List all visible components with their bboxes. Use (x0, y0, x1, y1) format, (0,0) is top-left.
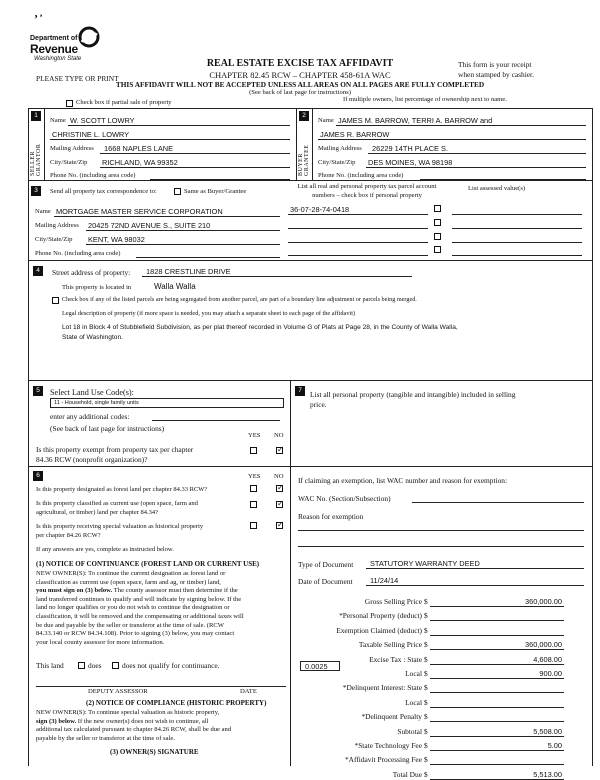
if-yes-instruction: If any answers are yes, complete as instructed below. (36, 546, 174, 553)
calc-row-dollar-sign: $ (424, 741, 428, 750)
continuance-title: (1) NOTICE OF CONTINUANCE (FOREST LAND OR CURRENT USE) (36, 560, 260, 568)
calc-row-line (430, 606, 564, 607)
qualifies-checkbox[interactable] (78, 662, 85, 669)
seller-city[interactable]: RICHLAND, WA 99352 (102, 158, 178, 167)
calc-row-label: Total Due (392, 769, 422, 779)
calc-row-label: Subtotal (397, 726, 422, 736)
buyer-name-label: Name (318, 117, 334, 124)
personal-property-label-1: List all personal property (tangible and intangible) included in selling (310, 390, 516, 399)
calc-row-dollar-sign: $ (424, 683, 428, 693)
calc-row-line (430, 620, 564, 621)
local-rate: 0.0025 (305, 662, 328, 671)
current-use-no-checkbox[interactable] (276, 501, 283, 508)
calc-row-dollar-sign: $ (424, 654, 428, 664)
calc-row-value[interactable]: 900.00 (539, 669, 562, 678)
calc-row-line (430, 678, 564, 679)
street-address-label: Street address of property: (52, 268, 131, 277)
calc-row-label: Local (405, 669, 422, 678)
land-use-title: Select Land Use Code(s): (50, 388, 134, 397)
s6-yes-header: YES (248, 473, 261, 480)
calc-row-dollar-sign: $ (424, 669, 428, 678)
logo-line3: Washington State (34, 56, 82, 62)
personal-property-checkbox-1[interactable] (434, 205, 441, 212)
calc-row-value[interactable]: 360,000.00 (525, 597, 562, 606)
receipt-note-2: when stamped by cashier. (458, 70, 534, 79)
partial-sale-label: Check box if partial sale of property (76, 99, 172, 106)
corr-name-label: Name (35, 208, 51, 215)
land-use-code: 11 - Household, single family units (54, 400, 139, 406)
section-6-badge: 6 (33, 471, 43, 481)
exempt-question-1: Is this property exempt from property tax per chapter (36, 445, 194, 454)
section-5-badge: 5 (33, 386, 43, 396)
s5-no-header: NO (274, 432, 284, 439)
corr-phone-label: Phone No. (including area code) (35, 250, 121, 257)
calc-row-line (430, 664, 564, 665)
personal-property-checkbox-4[interactable] (434, 246, 441, 253)
section-3-badge: 3 (31, 186, 41, 196)
parcel-header: List all real and personal property tax parcel account numbers – check box if personal property (297, 183, 437, 199)
calc-row-dollar-sign: $ (424, 697, 428, 707)
legal-description-label: Legal description of property (if more space is needed, you may attach a separate sheet to each page of the affidavit) (62, 310, 356, 317)
located-label: This property is located in (62, 284, 132, 291)
corr-city[interactable]: KENT, WA 98032 (88, 235, 145, 244)
logo-line2: Revenue (30, 42, 78, 56)
this-land-label: This land (36, 661, 64, 670)
exempt-question-2: 84.36 RCW (nonprofit organization)? (36, 455, 148, 464)
wac-label: WAC No. (Section/Subsection) (298, 494, 391, 503)
document-type-label: Type of Document (298, 560, 354, 569)
partial-sale-checkbox[interactable] (66, 100, 73, 107)
forest-no-checkbox[interactable] (276, 485, 283, 492)
additional-codes-label: enter any additional codes: (50, 412, 130, 421)
does-not-label: does not qualify for continuance. (122, 661, 220, 670)
same-as-buyer-label: Same as Buyer/Grantee (184, 188, 247, 195)
seller-name-1[interactable]: W. SCOTT LOWRY (70, 116, 135, 125)
seller-address-label: Mailing Address (50, 145, 94, 152)
document-date-label: Date of Document (298, 577, 353, 586)
parcel-number[interactable]: 36-07-28-74-0418 (290, 205, 350, 214)
calc-row-line (430, 707, 564, 708)
not-qualifies-checkbox[interactable] (112, 662, 119, 669)
exempt-no-checkbox[interactable] (276, 447, 283, 454)
assessed-header: List assessed value(s) (468, 185, 526, 192)
logo-mark-icon: ʼ ̓ (34, 12, 41, 26)
continuance-body: NEW OWNER(S): To continue the current designation as forest land or classification as current use (open space, farm and ag, or timber) land, you must sign on (3) below. The county assessor must then determine if the land transferred continues to qualify and will indicate by signing below. If the land no longer qualifies or you do not wish to continue the designation or classification, it will be removed and the compensating or additional taxes will be due and payable by the seller or transferor at the time of sale. (RCW 84.33.140 or RCW 84.34.108). Prior to signing (3) below, you may contact your local county assessor for more information. (36, 570, 244, 646)
historic-question-2: per chapter 84.26 RCW? (36, 532, 101, 539)
please-type: PLEASE TYPE OR PRINT (36, 74, 119, 83)
see-back-note: (See back of last page for instructions) (249, 89, 351, 96)
street-address[interactable]: 1828 CRESTLINE DRIVE (146, 267, 231, 276)
calc-row-label: *Personal Property (deduct) (339, 611, 422, 621)
form-warning: THIS AFFIDAVIT WILL NOT BE ACCEPTED UNLESS ALL AREAS ON ALL PAGES ARE FULLY COMPLETED (115, 80, 485, 89)
calc-row-dollar-sign: $ (424, 640, 428, 650)
calc-row-line (430, 721, 564, 722)
form-title: REAL ESTATE EXCISE TAX AFFIDAVIT (206, 58, 394, 69)
legal-description-line-2[interactable]: State of Washington. (62, 334, 123, 341)
calc-row-label: Excise Tax : State (369, 654, 422, 664)
calc-row-line (430, 750, 564, 751)
section-1-badge: 1 (31, 111, 41, 121)
correspondence-label: Send all property tax correspondence to: (50, 188, 157, 195)
buyer-grantee-label: BUYER GRANTEE (298, 144, 310, 176)
corr-address-label: Mailing Address (35, 222, 79, 229)
legal-description-line-1[interactable]: Lot 18 in Block 4 of Stubblefield Subdivision, as per plat thereof recorded in Volume G of Plats at Page 28, in the County of Walla Walla, (62, 324, 458, 331)
seller-city-label: City/State/Zip (50, 159, 88, 166)
current-use-yes-checkbox[interactable] (250, 501, 257, 508)
s5-yes-header: YES (248, 432, 261, 439)
land-use-code-field[interactable] (50, 398, 284, 408)
calc-row-line (430, 692, 564, 693)
logo-swirl-icon (78, 26, 100, 48)
deputy-date-label: DATE (240, 688, 257, 695)
forest-land-question: Is this property designated as forest land per chapter 84.33 RCW? (36, 486, 208, 493)
calc-row-line (430, 736, 564, 737)
seller-grantor-label: SELLER GRANTOR (30, 143, 42, 176)
corr-name[interactable]: MORTGAGE MASTER SERVICE CORPORATION (56, 207, 223, 216)
calc-row-dollar-sign: $ (424, 726, 428, 736)
personal-property-checkbox-2[interactable] (434, 219, 441, 226)
segregated-checkbox[interactable] (52, 297, 59, 304)
personal-property-label-2: price. (310, 400, 327, 409)
corr-city-label: City/State/Zip (35, 236, 73, 243)
document-date[interactable]: 11/24/14 (370, 576, 399, 585)
land-use-see-back: (See back of last page for instructions) (50, 424, 165, 433)
historic-yes-checkbox[interactable] (250, 522, 257, 529)
receipt-note-1: This form is your receipt (458, 60, 532, 69)
calc-row-value[interactable]: 4,608.00 (533, 654, 562, 664)
s6-no-header: NO (274, 473, 284, 480)
compliance-title: (2) NOTICE OF COMPLIANCE (HISTORIC PROPERTY) (86, 699, 267, 707)
current-use-question-1: Is this property classified as current use (open space, farm and (36, 500, 198, 507)
segregated-label: Check box if any of the listed parcels are being segregated from another parcel, are part of a boundary line adjustment or parcels being merged. (62, 296, 417, 303)
seller-name-label: Name (50, 117, 66, 124)
historic-no-checkbox[interactable] (276, 522, 283, 529)
calc-row-label: Taxable Selling Price (358, 640, 422, 650)
calc-row-value[interactable]: 5,508.00 (533, 726, 562, 736)
calc-row-line (430, 764, 564, 765)
personal-property-checkbox-3[interactable] (434, 233, 441, 240)
calc-row-dollar-sign: $ (424, 712, 428, 722)
dor-logo (30, 12, 100, 62)
calc-row-line (430, 649, 564, 650)
section-7-badge: 7 (295, 386, 305, 396)
deputy-assessor-label: DEPUTY ASSESSOR (88, 688, 148, 695)
buyer-city-label: City/State/Zip (318, 159, 356, 166)
logo-line1: Department of (30, 35, 78, 42)
current-use-question-2: agricultural, or timber) land per chapter 84.34? (36, 509, 159, 516)
calc-row-dollar-sign: $ (424, 597, 428, 606)
exemption-question: If claiming an exemption, list WAC number and reason for exemption: (298, 476, 508, 485)
buyer-phone-label: Phone No. (including area code) (318, 172, 404, 179)
buyer-name-1[interactable]: JAMES M. BARROW, TERRI A. BARROW and (338, 116, 493, 125)
corr-address[interactable]: 20425 72ND AVENUE S., SUITE 210 (88, 221, 211, 230)
buyer-address-label: Mailing Address (318, 145, 362, 152)
forest-yes-checkbox[interactable] (250, 485, 257, 492)
calc-row-value[interactable]: 360,000.00 (525, 640, 562, 650)
calc-row-dollar-sign: $ (424, 769, 428, 779)
multiple-owners-note: If multiple owners, list percentage of ownership next to name. (343, 96, 507, 103)
buyer-city[interactable]: DES MOINES, WA 98198 (368, 158, 453, 167)
historic-question-1: Is this property receiving special valuation as historical property (36, 523, 204, 530)
calc-row-label: *Delinquent Interest: State (342, 683, 422, 693)
same-as-buyer-checkbox[interactable] (174, 188, 181, 195)
form-chapter: CHAPTER 82.45 RCW – CHAPTER 458-61A WAC (209, 70, 391, 80)
calc-row-dollar-sign: $ (424, 611, 428, 621)
buyer-name-2[interactable]: JAMES R. BARROW (320, 130, 390, 139)
seller-phone-label: Phone No. (including area code) (50, 172, 136, 179)
exemption-reason-label: Reason for exemption (298, 512, 364, 521)
exempt-yes-checkbox[interactable] (250, 447, 257, 454)
calc-row-line (430, 635, 564, 636)
calc-row-dollar-sign: $ (424, 755, 428, 765)
seller-address[interactable]: 1668 NAPLES LANE (104, 144, 174, 153)
section-4-badge: 4 (33, 266, 43, 276)
compliance-body: NEW OWNER(S): To continue special valuation as historic property, sign (3) below. If the new owner(s) does not wish to continue, all additional tax calculated pursuant to chapter 84.26 RCW, shall be due and payable by the seller or transferor at the time of sale. (36, 709, 232, 742)
calc-row-label: *State Technology Fee (354, 741, 422, 750)
buyer-address[interactable]: 26229 14TH PLACE S. (372, 144, 449, 153)
seller-name-2[interactable]: CHRISTINE L. LOWRY (52, 130, 130, 139)
owner-signature-title: (3) OWNER(S) SIGNATURE (110, 748, 199, 756)
calc-row-label: *Affidavit Processing Fee (344, 755, 422, 765)
calc-row-label: *Delinquent Penalty (361, 712, 422, 722)
calc-row-value[interactable]: 5.00 (547, 741, 562, 750)
document-type[interactable]: STATUTORY WARRANTY DEED (370, 559, 480, 568)
does-label: does (88, 661, 102, 670)
calc-row-label: Local (405, 697, 422, 707)
located-county[interactable]: Walla Walla (154, 282, 196, 291)
section-2-badge: 2 (299, 111, 309, 121)
calc-row-value[interactable]: 5,513.00 (533, 769, 562, 779)
calc-row-dollar-sign: $ (424, 625, 428, 635)
calc-row-label: Exemption Claimed (deduct) (336, 625, 422, 635)
calc-row-label: Gross Selling Price (364, 597, 422, 606)
